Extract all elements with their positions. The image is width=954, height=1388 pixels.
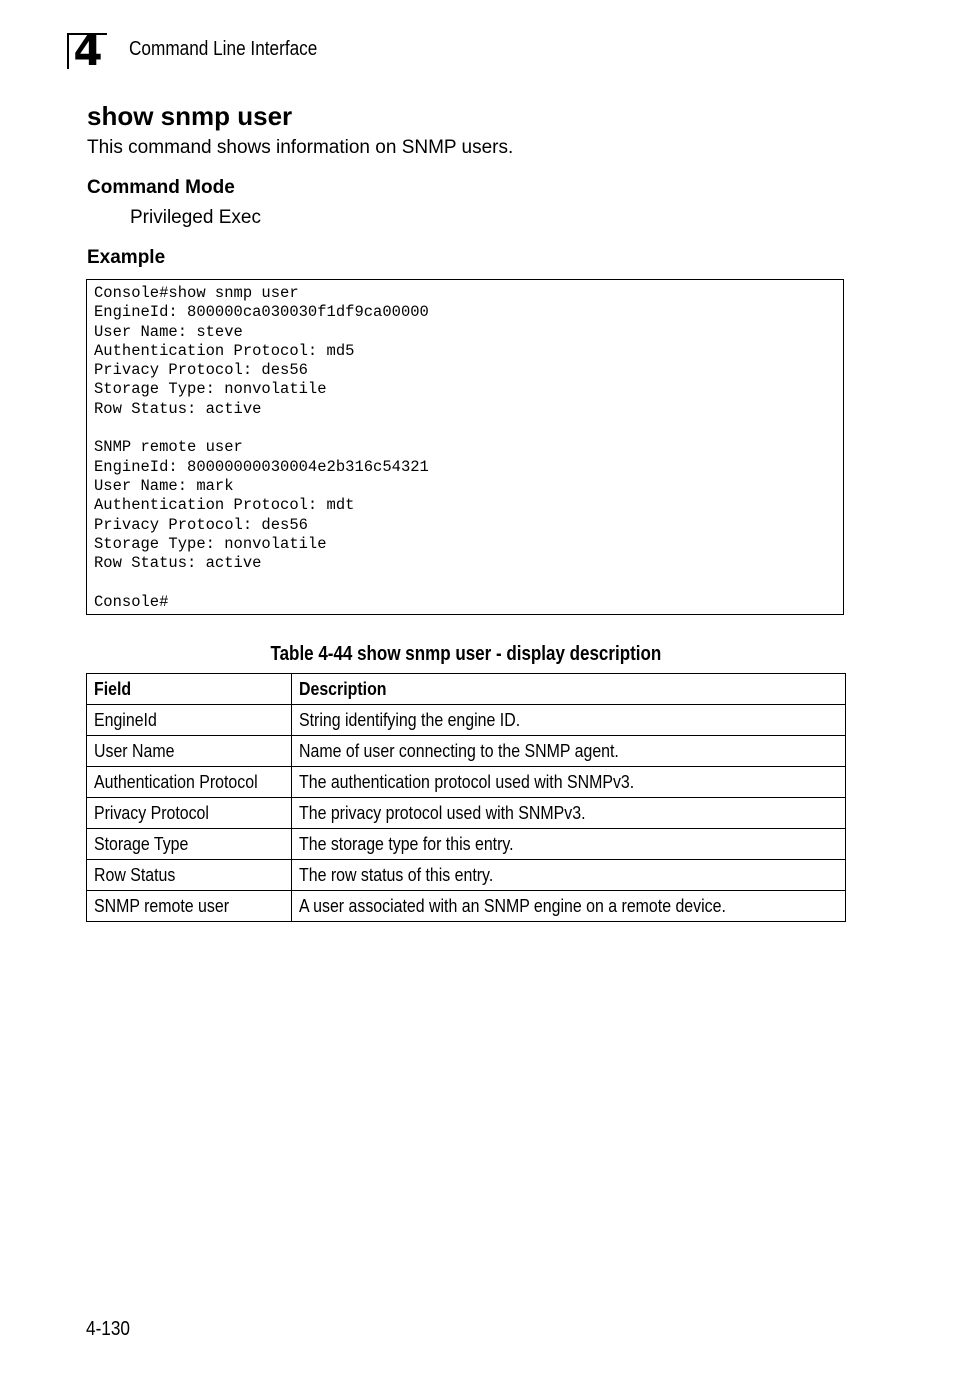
chapter-marker <box>67 26 107 75</box>
description-cell: A user associated with an SNMP engine on a remote device. <box>292 891 846 922</box>
table-header-row <box>87 674 846 705</box>
running-title: Command Line Interface <box>129 38 318 60</box>
table-caption <box>86 643 846 666</box>
section-intro: This command shows information on SNMP users. <box>87 137 514 158</box>
field-cell: User Name <box>87 736 292 767</box>
description-cell: String identifying the engine ID. <box>292 705 846 736</box>
table-caption-text: Table 4-44 show snmp user - display description <box>270 643 662 665</box>
page-number: 4-130 <box>86 1318 130 1340</box>
header-field: Field <box>87 674 292 705</box>
field-cell: EngineId <box>87 705 292 736</box>
chapter-number: 4 <box>73 26 103 75</box>
description-cell: Name of user connecting to the SNMP agent. <box>292 736 846 767</box>
description-cell: The storage type for this entry. <box>292 829 846 860</box>
description-cell: The authentication protocol used with SNMPv3. <box>292 767 846 798</box>
table-row <box>87 705 846 736</box>
example-console-box <box>86 279 844 615</box>
description-cell: The row status of this entry. <box>292 860 846 891</box>
example-console-text: Console#show snmp user EngineId: 800000ca030030f1df9ca00000 User Name: steve Authentication Protocol: md5 Privacy Protocol: des56 Storage Type: nonvolatile Row Status: active SNMP remote user EngineId: 80000000030004e2b316c54321 User Name: mark Authentication Protocol: mdt Privacy Protocol: des56 Storage Type: nonvolatile Row Status: active Console# <box>94 284 429 611</box>
command-mode-heading: Command Mode <box>87 177 235 198</box>
field-cell: SNMP remote user <box>87 891 292 922</box>
table-row <box>87 798 846 829</box>
field-cell: Authentication Protocol <box>87 767 292 798</box>
table-row <box>87 891 846 922</box>
description-cell: The privacy protocol used with SNMPv3. <box>292 798 846 829</box>
header-description: Description <box>292 674 846 705</box>
section-title: show snmp user <box>87 101 293 131</box>
table-row <box>87 860 846 891</box>
field-cell: Privacy Protocol <box>87 798 292 829</box>
table-row <box>87 767 846 798</box>
command-mode-value: Privileged Exec <box>130 207 261 228</box>
field-cell: Row Status <box>87 860 292 891</box>
table-row <box>87 829 846 860</box>
example-heading: Example <box>87 247 166 268</box>
table-row <box>87 736 846 767</box>
field-cell: Storage Type <box>87 829 292 860</box>
display-description-table <box>86 673 846 922</box>
